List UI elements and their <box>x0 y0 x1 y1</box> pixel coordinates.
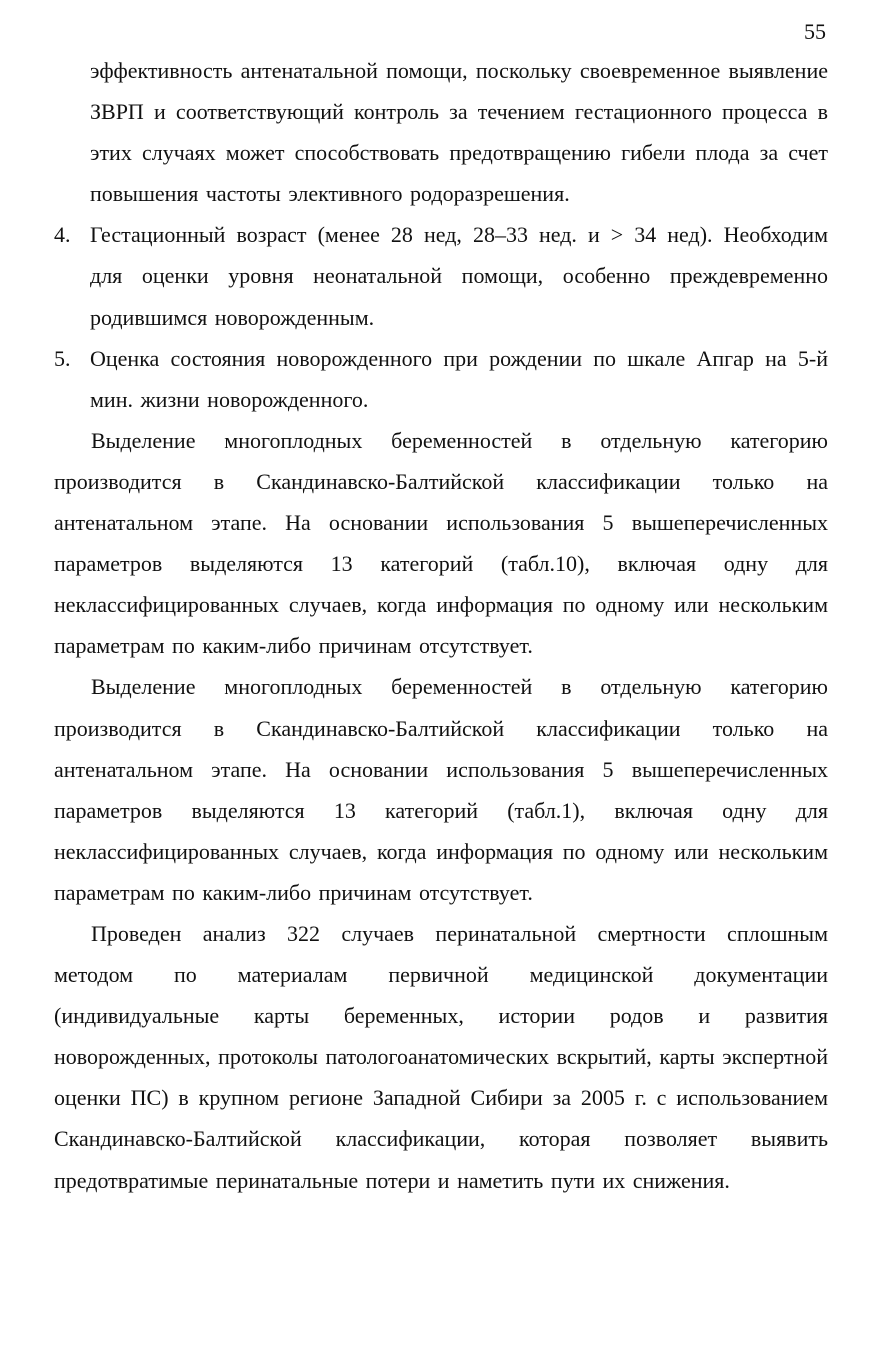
list-item-text: Оценка состояния новорожденного при рождении по шкале Апгар на 5-й мин. жизни новорожденного. <box>90 345 828 412</box>
paragraph: Выделение многоплодных беременностей в отдельную категорию производится в Скандинавско-Балтийской классификации только на антенатальном этапе. На основании использования 5 вышеперечисленных параметров выделяются 13 категорий (табл.10), включая одну для неклассифицированных случаев, когда информация по одному или нескольким параметрам по каким-либо причинам отсутствует. <box>54 427 828 659</box>
list-item-number: 5. <box>54 345 71 371</box>
list-item-text: Гестационный возраст (менее 28 нед, 28–33 нед. и > 34 нед). Необходим для оценки уровня неонатальной помощи, особенно преждевременно родившимся новорожденным. <box>90 222 828 330</box>
paragraph: Проведен анализ 322 случаев перинатальной смертности сплошным методом по материалам первичной медицинской документации (индивидуальные карты беременных, истории родов и развития новорожденных, протоколы патологоанатомических вскрытий, карты экспертной оценки ПС) в крупном регионе Западной Сибири за 2005 г. с использованием Скандинавско-Балтийской классификации, которая позволяет выявить предотвратимые перинатальные потери и наметить пути их снижения. <box>54 920 828 1193</box>
paragraph-continuation: эффективность антенатальной помощи, поскольку своевременное выявление ЗВРП и соответствующий контроль за течением гестационного процесса в этих случаях может способствовать предотвращению гибели плода за счет повышения частоты элективного родоразрешения. <box>90 58 828 207</box>
list-item <box>54 338 828 420</box>
list-item-number: 4. <box>54 222 71 248</box>
paragraph: Выделение многоплодных беременностей в отдельную категорию производится в Скандинавско-Балтийской классификации только на антенатальном этапе. На основании использования 5 вышеперечисленных параметров выделяются 13 категорий (табл.1), включая одну для неклассифицированных случаев, когда информация по одному или нескольким параметрам по каким-либо причинам отсутствует. <box>54 674 828 905</box>
page-number: 55 <box>804 19 826 44</box>
document-body <box>54 50 828 1201</box>
list-item <box>54 214 828 337</box>
